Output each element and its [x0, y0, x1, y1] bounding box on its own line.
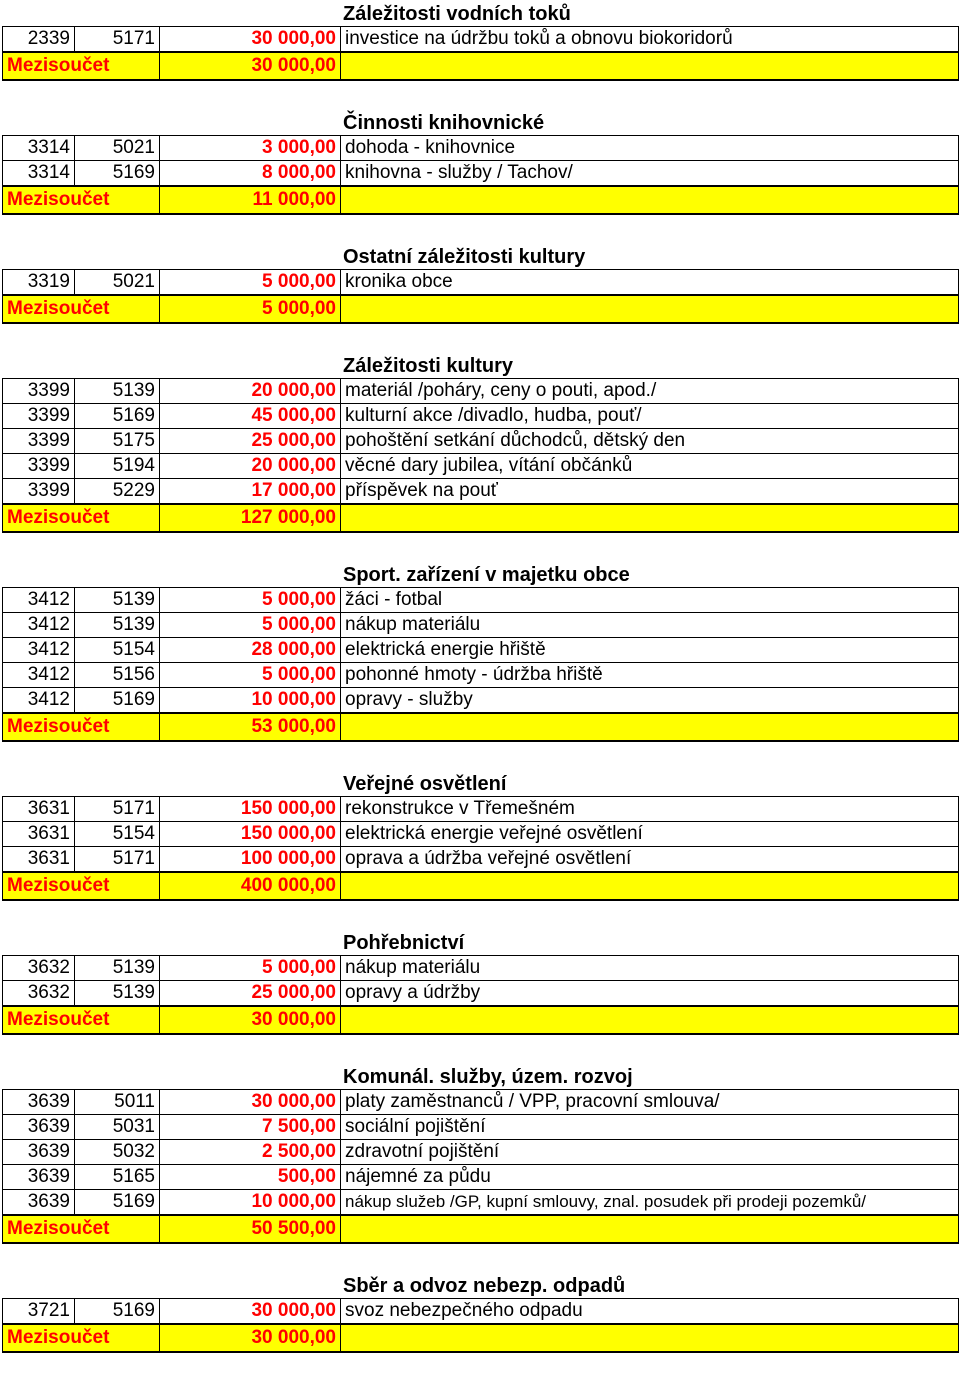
section-title: Veřejné osvětlení	[343, 773, 507, 795]
budget-section	[0, 742, 960, 901]
item-code: 5139	[75, 613, 160, 638]
subtotal-label: Mezisoučet	[3, 1215, 160, 1243]
description: knihovna - služby / Tachov/	[341, 161, 959, 187]
paragraph-code: 3631	[3, 847, 75, 873]
paragraph-code: 3319	[3, 270, 75, 296]
subtotal-empty-cell	[341, 1324, 959, 1352]
budget-table	[2, 587, 959, 742]
subtotal-empty-cell	[341, 504, 959, 532]
subtotal-row	[3, 872, 959, 900]
subtotal-empty-cell	[341, 1006, 959, 1034]
amount: 100 000,00	[160, 847, 341, 873]
budget-table	[2, 1298, 959, 1353]
description: oprava a údržba veřejné osvětlení	[341, 847, 959, 873]
section-title: Záležitosti vodních toků	[343, 3, 571, 25]
description: sociální pojištění	[341, 1115, 959, 1140]
subtotal-label: Mezisoučet	[3, 1006, 160, 1034]
subtotal-row	[3, 713, 959, 741]
subtotal-label: Mezisoučet	[3, 52, 160, 80]
budget-row	[3, 822, 959, 847]
amount: 5 000,00	[160, 588, 341, 613]
description: příspěvek na pouť	[341, 479, 959, 505]
budget-table	[2, 269, 959, 324]
item-code: 5169	[75, 1190, 160, 1216]
description: pohoštění setkání důchodců, dětský den	[341, 429, 959, 454]
item-code: 5169	[75, 404, 160, 429]
budget-table	[2, 955, 959, 1035]
description: dohoda - knihovnice	[341, 136, 959, 161]
section-title: Ostatní záležitosti kultury	[343, 246, 586, 268]
item-code: 5229	[75, 479, 160, 505]
budget-row	[3, 613, 959, 638]
budget-row	[3, 1190, 959, 1216]
paragraph-code: 3314	[3, 136, 75, 161]
budget-row	[3, 956, 959, 981]
budget-row	[3, 270, 959, 296]
item-code: 5169	[75, 688, 160, 714]
item-code: 5032	[75, 1140, 160, 1165]
paragraph-code: 2339	[3, 27, 75, 53]
budget-section	[0, 215, 960, 324]
budget-row	[3, 1115, 959, 1140]
amount: 7 500,00	[160, 1115, 341, 1140]
description: nákup materiálu	[341, 613, 959, 638]
description: nájemné za půdu	[341, 1165, 959, 1190]
paragraph-code: 3399	[3, 454, 75, 479]
budget-row	[3, 161, 959, 187]
budget-row	[3, 981, 959, 1007]
budget-table	[2, 135, 959, 215]
description: kronika obce	[341, 270, 959, 296]
item-code: 5171	[75, 847, 160, 873]
item-code: 5011	[75, 1090, 160, 1115]
section-spacer	[0, 81, 960, 109]
section-spacer	[0, 742, 960, 770]
budget-table	[2, 26, 959, 81]
budget-row	[3, 454, 959, 479]
paragraph-code: 3399	[3, 429, 75, 454]
budget-row	[3, 847, 959, 873]
paragraph-code: 3412	[3, 588, 75, 613]
subtotal-amount: 50 500,00	[160, 1215, 341, 1243]
item-code: 5171	[75, 797, 160, 822]
section-title: Sběr a odvoz nebezp. odpadů	[343, 1275, 626, 1297]
subtotal-empty-cell	[341, 872, 959, 900]
section-spacer	[0, 1244, 960, 1272]
item-code: 5031	[75, 1115, 160, 1140]
paragraph-code: 3412	[3, 688, 75, 714]
subtotal-empty-cell	[341, 295, 959, 323]
paragraph-code: 3399	[3, 479, 75, 505]
section-title: Pohřebnictví	[343, 932, 465, 954]
item-code: 5169	[75, 1299, 160, 1325]
amount: 2 500,00	[160, 1140, 341, 1165]
budget-table	[2, 378, 959, 533]
section-spacer	[0, 533, 960, 561]
budget-table	[2, 796, 959, 901]
budget-row	[3, 429, 959, 454]
description: platy zaměstnanců / VPP, pracovní smlouva/	[341, 1090, 959, 1115]
subtotal-row	[3, 1006, 959, 1034]
amount: 28 000,00	[160, 638, 341, 663]
budget-row	[3, 1140, 959, 1165]
paragraph-code: 3399	[3, 379, 75, 404]
description: materiál /poháry, ceny o pouti, apod./	[341, 379, 959, 404]
amount: 500,00	[160, 1165, 341, 1190]
subtotal-amount: 5 000,00	[160, 295, 341, 323]
description: žáci - fotbal	[341, 588, 959, 613]
item-code: 5021	[75, 270, 160, 296]
description: věcné dary jubilea, vítání občánků	[341, 454, 959, 479]
subtotal-label: Mezisoučet	[3, 872, 160, 900]
paragraph-code: 3639	[3, 1165, 75, 1190]
subtotal-empty-cell	[341, 186, 959, 214]
budget-row	[3, 797, 959, 822]
amount: 10 000,00	[160, 1190, 341, 1216]
section-spacer	[0, 215, 960, 243]
budget-section	[0, 901, 960, 1035]
description: pohonné hmoty - údržba hřiště	[341, 663, 959, 688]
budget-row	[3, 404, 959, 429]
subtotal-amount: 400 000,00	[160, 872, 341, 900]
budget-row	[3, 1090, 959, 1115]
budget-section	[0, 1035, 960, 1244]
budget-row	[3, 588, 959, 613]
item-code: 5171	[75, 27, 160, 53]
subtotal-row	[3, 1324, 959, 1352]
item-code: 5194	[75, 454, 160, 479]
subtotal-amount: 30 000,00	[160, 1006, 341, 1034]
budget-table	[2, 1089, 959, 1244]
paragraph-code: 3631	[3, 822, 75, 847]
item-code: 5139	[75, 379, 160, 404]
budget-section	[0, 324, 960, 533]
subtotal-row	[3, 52, 959, 80]
paragraph-code: 3399	[3, 404, 75, 429]
section-title: Činnosti knihovnické	[343, 112, 545, 134]
subtotal-row	[3, 295, 959, 323]
paragraph-code: 3639	[3, 1140, 75, 1165]
paragraph-code: 3412	[3, 638, 75, 663]
amount: 20 000,00	[160, 454, 341, 479]
amount: 150 000,00	[160, 797, 341, 822]
item-code: 5154	[75, 822, 160, 847]
amount: 5 000,00	[160, 663, 341, 688]
amount: 17 000,00	[160, 479, 341, 505]
section-title: Záležitosti kultury	[343, 355, 514, 377]
section-spacer	[0, 1035, 960, 1063]
amount: 30 000,00	[160, 1090, 341, 1115]
description: svoz nebezpečného odpadu	[341, 1299, 959, 1325]
description: elektrická energie hřiště	[341, 638, 959, 663]
description: nákup materiálu	[341, 956, 959, 981]
section-title: Komunál. služby, územ. rozvoj	[343, 1066, 633, 1088]
item-code: 5154	[75, 638, 160, 663]
amount: 8 000,00	[160, 161, 341, 187]
amount: 3 000,00	[160, 136, 341, 161]
section-spacer	[0, 901, 960, 929]
subtotal-amount: 30 000,00	[160, 1324, 341, 1352]
description: zdravotní pojištění	[341, 1140, 959, 1165]
paragraph-code: 3314	[3, 161, 75, 187]
budget-row	[3, 1165, 959, 1190]
amount: 25 000,00	[160, 429, 341, 454]
subtotal-label: Mezisoučet	[3, 504, 160, 532]
paragraph-code: 3639	[3, 1115, 75, 1140]
subtotal-empty-cell	[341, 52, 959, 80]
amount: 150 000,00	[160, 822, 341, 847]
budget-row	[3, 688, 959, 714]
amount: 25 000,00	[160, 981, 341, 1007]
section-spacer	[0, 324, 960, 352]
description: rekonstrukce v Třemešném	[341, 797, 959, 822]
budget-section	[0, 533, 960, 742]
description: elektrická energie veřejné osvětlení	[341, 822, 959, 847]
item-code: 5156	[75, 663, 160, 688]
amount: 45 000,00	[160, 404, 341, 429]
budget-row	[3, 638, 959, 663]
budget-section	[0, 0, 960, 81]
item-code: 5175	[75, 429, 160, 454]
paragraph-code: 3631	[3, 797, 75, 822]
paragraph-code: 3632	[3, 981, 75, 1007]
paragraph-code: 3639	[3, 1090, 75, 1115]
item-code: 5139	[75, 981, 160, 1007]
budget-row	[3, 1299, 959, 1325]
budget-section	[0, 81, 960, 215]
subtotal-empty-cell	[341, 713, 959, 741]
amount: 30 000,00	[160, 1299, 341, 1325]
subtotal-amount: 53 000,00	[160, 713, 341, 741]
budget-section	[0, 1244, 960, 1353]
budget-row	[3, 27, 959, 53]
description: opravy - služby	[341, 688, 959, 714]
subtotal-amount: 127 000,00	[160, 504, 341, 532]
subtotal-label: Mezisoučet	[3, 713, 160, 741]
section-title: Sport. zařízení v majetku obce	[343, 564, 630, 586]
subtotal-amount: 11 000,00	[160, 186, 341, 214]
item-code: 5169	[75, 161, 160, 187]
item-code: 5021	[75, 136, 160, 161]
subtotal-label: Mezisoučet	[3, 295, 160, 323]
amount: 5 000,00	[160, 270, 341, 296]
amount: 5 000,00	[160, 956, 341, 981]
paragraph-code: 3721	[3, 1299, 75, 1325]
item-code: 5139	[75, 956, 160, 981]
subtotal-empty-cell	[341, 1215, 959, 1243]
subtotal-row	[3, 186, 959, 214]
paragraph-code: 3639	[3, 1190, 75, 1216]
description: nákup služeb /GP, kupní smlouvy, znal. posudek při prodeji pozemků/	[341, 1190, 959, 1216]
paragraph-code: 3412	[3, 663, 75, 688]
budget-row	[3, 479, 959, 505]
description: kulturní akce /divadlo, hudba, pouť/	[341, 404, 959, 429]
subtotal-row	[3, 504, 959, 532]
amount: 30 000,00	[160, 27, 341, 53]
budget-row	[3, 663, 959, 688]
budget-row	[3, 379, 959, 404]
subtotal-row	[3, 1215, 959, 1243]
subtotal-amount: 30 000,00	[160, 52, 341, 80]
paragraph-code: 3412	[3, 613, 75, 638]
description: opravy a údržby	[341, 981, 959, 1007]
item-code: 5165	[75, 1165, 160, 1190]
budget-row	[3, 136, 959, 161]
item-code: 5139	[75, 588, 160, 613]
amount: 20 000,00	[160, 379, 341, 404]
amount: 5 000,00	[160, 613, 341, 638]
subtotal-label: Mezisoučet	[3, 1324, 160, 1352]
description: investice na údržbu toků a obnovu biokoridorů	[341, 27, 959, 53]
amount: 10 000,00	[160, 688, 341, 714]
paragraph-code: 3632	[3, 956, 75, 981]
subtotal-label: Mezisoučet	[3, 186, 160, 214]
